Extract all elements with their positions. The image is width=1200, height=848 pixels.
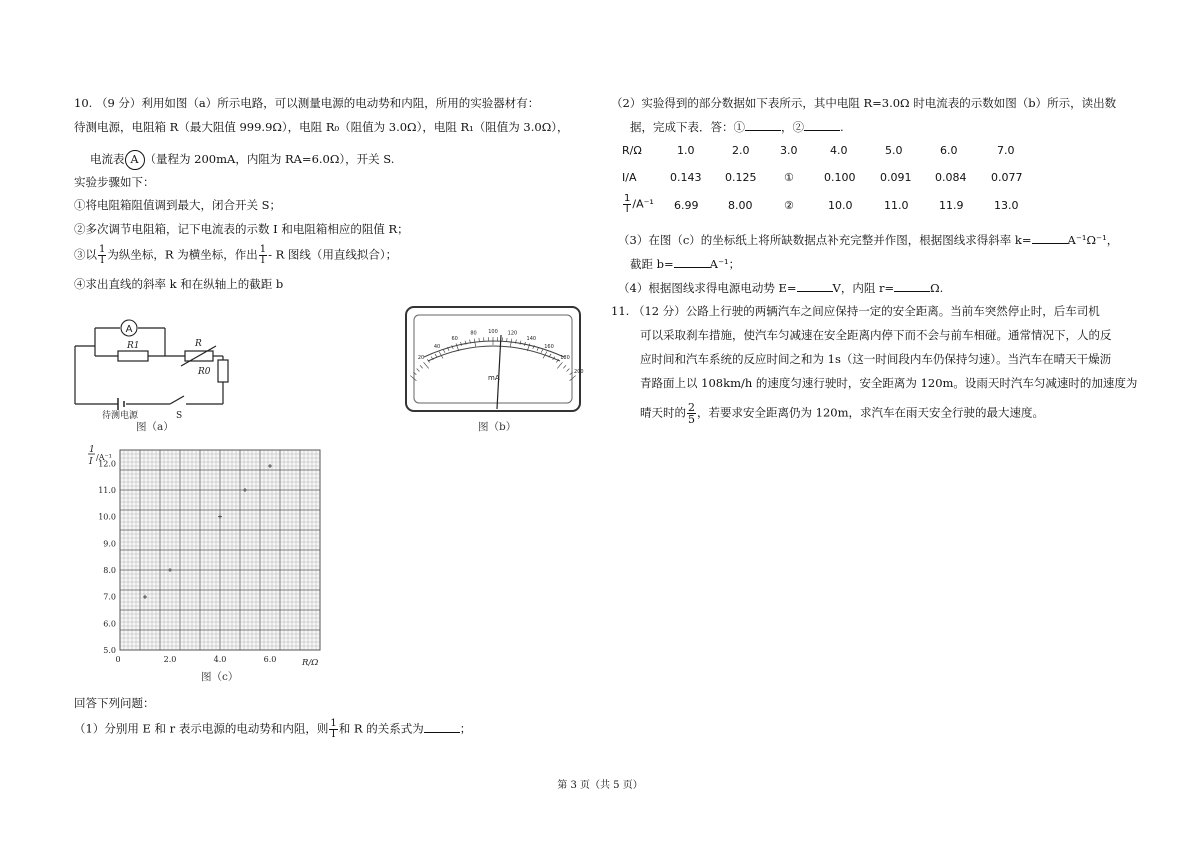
circuit-switch-label: S [176, 411, 183, 421]
frac-den: I [331, 729, 336, 740]
fraction-1-over-i-3 [329, 719, 337, 740]
q10-step-1: ①将电阻箱阻值调到最大，闭合开关 S； [74, 198, 282, 212]
y-tick-label: 8.0 [103, 566, 116, 575]
q10-part-4 [618, 280, 943, 296]
meter-tick-label: 60 [451, 335, 458, 342]
answer-intro: 回答下列问题： [74, 696, 155, 710]
frac-den: I [100, 255, 105, 266]
meter-tick-label: 80 [470, 330, 477, 337]
answer-blank-emf[interactable] [797, 280, 833, 292]
table-cell: 0.077 [991, 171, 1023, 184]
frac-num: 1 [330, 718, 337, 729]
data-table [622, 140, 1042, 220]
graph-paper-figure-c [84, 440, 334, 670]
table-cell: 0.143 [670, 171, 702, 184]
table-row-label-inv-i [622, 194, 654, 215]
ammeter-spec: （量程为 200mA，内阻为 RA=6.0Ω），开关 S. [144, 152, 395, 166]
q11-pre: 晴天时的 [640, 405, 686, 420]
q10-line-3 [90, 150, 394, 170]
figure-a-caption: 图（a） [136, 421, 174, 433]
frac-num: 1 [259, 244, 267, 255]
meter-tick-label: 160 [544, 344, 554, 351]
x-tick-label: 6.0 [263, 655, 277, 664]
fraction-two-fifths [687, 402, 696, 425]
q10-part-2-line-2 [630, 119, 844, 135]
table-cell: 3.0 [780, 144, 798, 157]
ammeter-symbol-icon: A [125, 150, 145, 170]
frac-den: I [260, 255, 265, 266]
part1-post: 和 R 的关系式为 [338, 721, 424, 736]
part1-end: ； [459, 721, 472, 736]
fraction-1-over-i [98, 245, 106, 266]
fraction-1-over-i-2 [259, 245, 267, 266]
q10-line-1: 10. （9 分）利用如图（a）所示电路，可以测量电源的电动势和内阻，所用的实验器材有： [74, 96, 540, 110]
answer-blank-resistance[interactable] [894, 280, 930, 292]
q11-post: ，若要求安全距离仍为 120m，求汽车在雨天安全行驶的最大速度。 [697, 405, 1045, 420]
meter-tick-label: 180 [560, 355, 570, 362]
p4-end: Ω. [930, 281, 944, 295]
q10-part-1 [74, 719, 471, 740]
table-cell: 11.9 [939, 199, 964, 212]
answer-blank-intercept[interactable] [674, 256, 710, 268]
svg-text:I: I [89, 457, 93, 467]
figure-b-caption: 图（b） [478, 421, 517, 433]
circuit-ammeter-label: A [125, 324, 133, 335]
table-row-label-r: R/Ω [622, 144, 642, 157]
y-tick-label: 5.0 [103, 646, 116, 655]
page-footer: 第 3 页（共 5 页） [557, 780, 643, 791]
table-cell: 7.0 [997, 144, 1015, 157]
circuit-source-label: 待测电源 [102, 411, 139, 421]
x-tick-label: 4.0 [213, 655, 227, 664]
frac-num: 1 [99, 244, 106, 255]
y-tick-label: 6.0 [103, 619, 116, 629]
p3b-unit: A⁻¹； [709, 257, 741, 271]
answer-blank-relation[interactable] [424, 721, 460, 733]
q10-step-2: ②多次调节电阻箱，记下电流表的示数 I 和电阻箱相应的阻值 R； [74, 222, 409, 236]
x-tick-label: 2.0 [163, 655, 177, 664]
q10-part-2-line-1: （2）实验得到的部分数据如下表所示，其中电阻 R=3.0Ω 时电流表的示数如图（b）所示，读出数 [611, 96, 1117, 110]
meter-tick-label: 200 [574, 369, 584, 376]
q10-step-3 [74, 245, 397, 266]
ammeter-label: 电流表 [90, 152, 125, 166]
answer-blank-slope[interactable] [1032, 232, 1068, 244]
table-cell: 4.0 [830, 144, 848, 157]
y-tick-label: 10.0 [98, 512, 116, 522]
p2-mid: ，② [781, 120, 804, 134]
answer-blank-2[interactable] [804, 119, 840, 131]
q11-line-1: 11. （12 分）公路上行驶的两辆汽车之间应保持一定的安全距离。当前车突然停止时，后车司机 [611, 304, 1100, 318]
circuit-diagram-figure-a [70, 316, 235, 434]
table-cell: 10.0 [828, 199, 853, 212]
p4-pre: （4）根据图线求得电源电动势 E= [618, 281, 797, 295]
meter-tick-label: 20 [417, 355, 425, 362]
graph-x-axis-label: R/Ω [302, 658, 319, 668]
table-cell: ② [784, 199, 794, 212]
q10-part-3-line-1 [618, 232, 1118, 248]
frac-num: 2 [688, 401, 695, 414]
table-row-label-i: I/A [622, 171, 637, 184]
figure-c-caption: 图（c） [201, 671, 239, 683]
frac-den: I [625, 204, 629, 215]
q10-part-3-line-2 [630, 256, 740, 272]
table-cell: 8.00 [728, 199, 753, 212]
table-cell: 0.091 [880, 171, 912, 184]
ammeter-dial-figure-b [404, 305, 582, 413]
fraction-1-over-i-table [623, 194, 631, 215]
q10-line-4: 实验步骤如下： [74, 175, 155, 189]
p3-unit: A⁻¹Ω⁻¹， [1067, 233, 1119, 247]
meter-tick-label: 100 [488, 329, 498, 335]
table-cell: 1.0 [677, 144, 695, 157]
table-cell: 6.99 [674, 199, 699, 212]
table-cell: 6.0 [940, 144, 958, 157]
y-tick-label: 9.0 [103, 539, 116, 549]
q10-line-2: 待测电源，电阻箱 R（最大阻值 999.9Ω），电阻 R₀（阻值为 3.0Ω），电阻 R₁（阻值为 3.0Ω）， [74, 120, 569, 134]
p4-mid: V，内阻 r= [832, 281, 895, 295]
q11-line-3: 应时间和汽车系统的反应时间之和为 1s（这一时间段内车仍保持匀速）。当汽车在晴天干燥沥 [640, 352, 1112, 366]
x-tick-label: 0 [115, 655, 121, 664]
y-tick-label: 12.0 [98, 459, 116, 469]
circuit-r1-label: R1 [127, 341, 140, 351]
frac-num: 1 [624, 193, 631, 204]
answer-blank-1[interactable] [745, 119, 781, 131]
meter-tick-label: 120 [507, 330, 518, 337]
p2-end: . [840, 120, 844, 134]
q11-line-2: 可以采取刹车措施，使汽车匀减速在安全距离内停下而不会与前车相碰。通常情况下，人的反 [640, 328, 1112, 342]
q11-line-4: 青路面上以 108km/h 的速度匀速行驶时，安全距离为 120m。设雨天时汽车匀减速时的加速度为 [640, 376, 1138, 390]
meter-unit-label: mA [488, 374, 500, 382]
table-cell: ① [784, 171, 794, 184]
step3-post: - R 图线（用直线拟合）； [268, 247, 398, 262]
frac-den: 5 [688, 413, 695, 426]
table-cell: 13.0 [994, 199, 1019, 212]
p3-pre: （3）在图（c）的坐标纸上将所缺数据点补充完整并作图，根据图线求得斜率 k= [618, 233, 1032, 247]
p3b-pre: 截距 b= [630, 257, 674, 271]
graph-y-axis-label: /A⁻¹ [96, 453, 112, 462]
table-cell: 0.100 [824, 171, 856, 184]
step3-mid: 为纵坐标，R 为横坐标，作出 [107, 247, 258, 262]
y-tick-label: 11.0 [98, 486, 116, 495]
table-cell: 0.125 [725, 171, 757, 184]
y-tick-label: 7.0 [103, 592, 116, 602]
table-cell: 11.0 [884, 199, 909, 212]
meter-tick-label: 40 [433, 344, 441, 351]
table-cell: 0.084 [935, 171, 967, 184]
circuit-r0-label: R0 [198, 367, 211, 377]
circuit-r-label: R [195, 339, 202, 349]
q10-step-4: ④求出直线的斜率 k 和在纵轴上的截距 b [74, 277, 284, 291]
table-cell: 2.0 [732, 144, 750, 157]
inv-i-unit: /A⁻¹ [632, 197, 654, 211]
table-cell: 5.0 [885, 144, 903, 157]
p2-pre: 据，完成下表．答：① [630, 120, 745, 134]
svg-text:1: 1 [89, 445, 95, 455]
meter-tick-label: 140 [526, 335, 537, 342]
step3-pre: ③以 [74, 247, 97, 262]
q11-line-5 [640, 402, 1044, 425]
part1-pre: （1）分别用 E 和 r 表示电源的电动势和内阻，则 [74, 721, 329, 736]
